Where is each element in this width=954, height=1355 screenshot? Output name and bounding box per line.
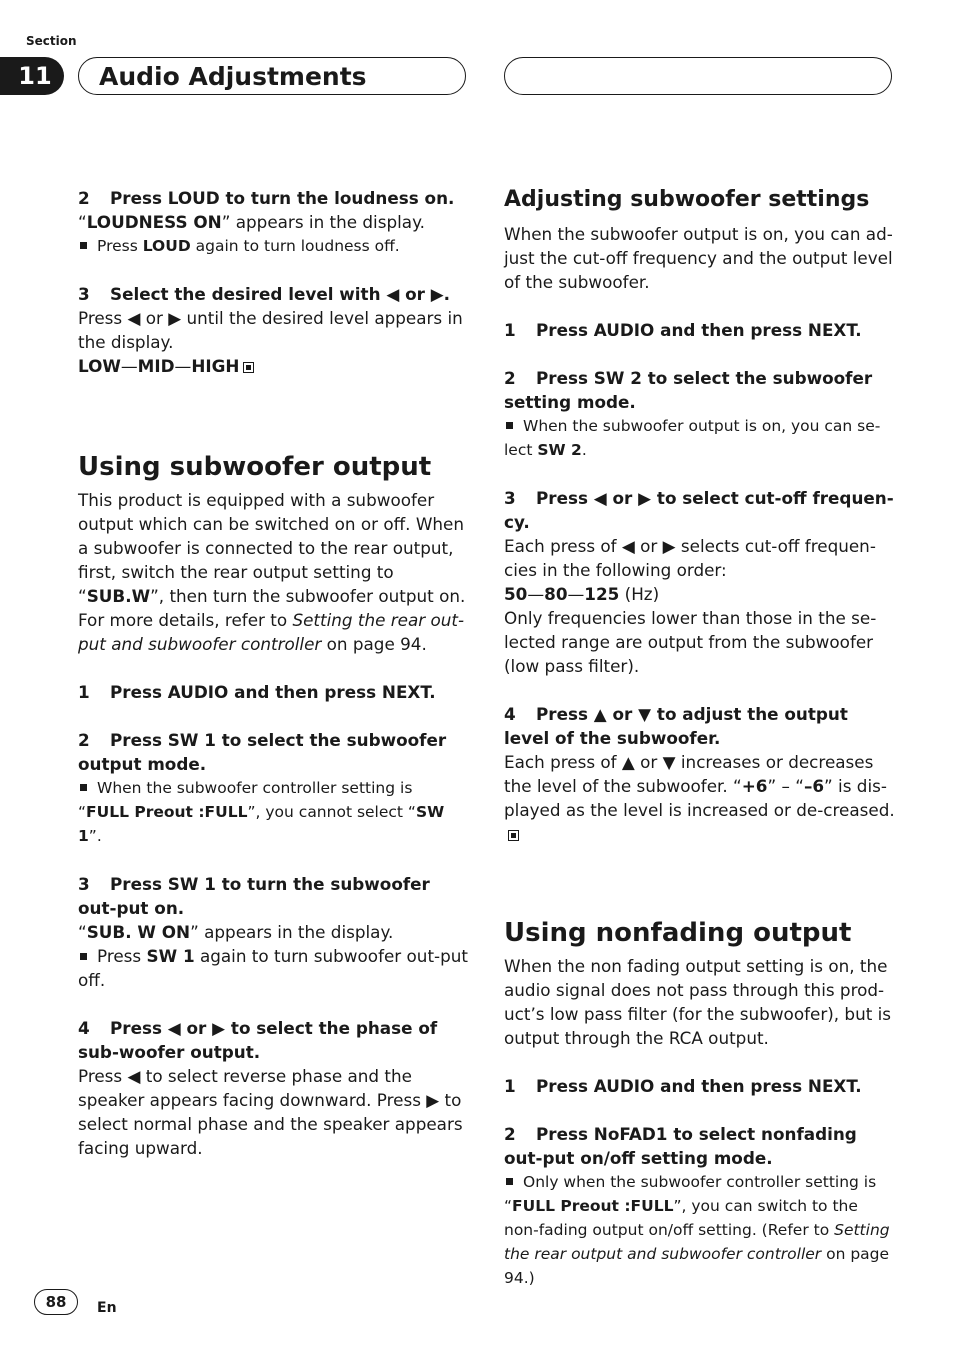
bullet-icon	[506, 422, 513, 429]
level-order: LOW—MID—HIGH	[78, 354, 468, 378]
heading-using-subwoofer-output: Using subwoofer output	[78, 452, 432, 482]
n-step-1-audio-next: 1 Press AUDIO and then press NEXT.	[504, 1076, 862, 1096]
sw1-on-display: “SUB. W ON” appears in the display.	[78, 922, 394, 942]
level-adjust-body: Each press of ▲ or ▼ increases or decreases the level of the subwoofer. “+6” – “–6” is dis-played as the level is increased or de-creased.	[504, 750, 896, 846]
heading-using-nonfading-output: Using nonfading output	[504, 918, 852, 948]
heading-adjusting-subwoofer-settings: Adjusting subwoofer settings	[504, 187, 870, 212]
level-body: Press ◀ or ▶ until the desired level appears in the display.	[78, 308, 463, 352]
left-column	[78, 186, 468, 1160]
bullet-icon	[80, 784, 87, 791]
sw1-mode-note: When the subwoofer controller setting is “FULL Preout :FULL”, you cannot select “SW 1”.	[78, 779, 445, 845]
cutoff-order: 50—80—125 (Hz)	[504, 584, 660, 604]
phase-body: Press ◀ to select reverse phase and the speaker appears facing downward. Press ▶ to select normal phase and the speaker appears facing upward.	[78, 1066, 463, 1158]
r-step-4-level: 4 Press ▲ or ▼ to adjust the output level of the subwoofer.	[504, 704, 848, 748]
language-label: En	[97, 1300, 117, 1316]
section-number-badge: 11	[0, 57, 64, 95]
nonfading-intro: When the non fading output setting is on, the audio signal does not pass through this prod-uct’s low pass filter (for the subwoofer), but is output through the RCA output.	[504, 956, 892, 1048]
step-level: 3 Select the desired level with ◀ or ▶.	[78, 284, 451, 304]
step-4-phase: 4 Press ◀ or ▶ to select the phase of sub-woofer output.	[78, 1018, 438, 1062]
subwoofer-intro: This product is equipped with a subwoofer output which can be switched on or off. When a subwoofer is connected to the rear output, first, switch the rear output setting to “SUB.W”, then turn the subwoofer output on. For more details, refer to Setting the rear out-put and subwoofer controller on page 94.	[78, 490, 466, 654]
loud-display-text: “LOUDNESS ON” appears in the display.	[78, 212, 425, 232]
r-step-3-cutoff: 3 Press ◀ or ▶ to select cut-off frequen-cy.	[504, 488, 894, 532]
page-number: 88	[34, 1289, 78, 1315]
n-step-2-nofad1: 2 Press NoFAD1 to select nonfading out-put on/off setting mode.	[504, 1124, 857, 1168]
step-3-sw1-on: 3 Press SW 1 to turn the subwoofer out-put on.	[78, 874, 430, 918]
end-mark-icon	[243, 362, 254, 373]
r-step-2-sw2-mode: 2 Press SW 2 to select the subwoofer setting mode.	[504, 368, 873, 412]
bullet-icon	[506, 1178, 513, 1185]
step-2-sw1-mode: 2 Press SW 1 to select the subwoofer output mode.	[78, 730, 447, 774]
cutoff-body-2: Only frequencies lower than those in the se-lected range are output from the subwoofer (low pass filter).	[504, 608, 877, 676]
right-column	[504, 186, 896, 1290]
adjusting-intro: When the subwoofer output is on, you can ad-just the cut-off frequency and the output level of the subwoofer.	[504, 224, 893, 292]
nofad1-note: Only when the subwoofer controller setting is “FULL Preout :FULL”, you can switch to the non-fading output on/off setting. (Refer to Setting the rear output and subwoofer controller on page 94.)	[504, 1173, 890, 1287]
step-1-audio-next: 1 Press AUDIO and then press NEXT.	[78, 682, 436, 702]
section-label: Section	[26, 34, 77, 48]
loud-note: Press LOUD again to turn loudness off.	[78, 234, 468, 258]
step-loud: 2 Press LOUD to turn the loudness on.	[78, 188, 455, 208]
header-empty-pill	[504, 57, 892, 95]
sw2-note: When the subwoofer output is on, you can se-lect SW 2.	[504, 417, 881, 459]
bullet-icon	[80, 242, 87, 249]
bullet-icon	[80, 953, 87, 960]
cutoff-body: Each press of ◀ or ▶ selects cut-off frequen-cies in the following order:	[504, 536, 876, 580]
sw1-off-note: Press SW 1 again to turn subwoofer out-put off.	[78, 946, 468, 990]
r-step-1-audio-next: 1 Press AUDIO and then press NEXT.	[504, 320, 862, 340]
page-title: Audio Adjustments	[78, 57, 466, 95]
end-mark-icon	[508, 830, 519, 841]
